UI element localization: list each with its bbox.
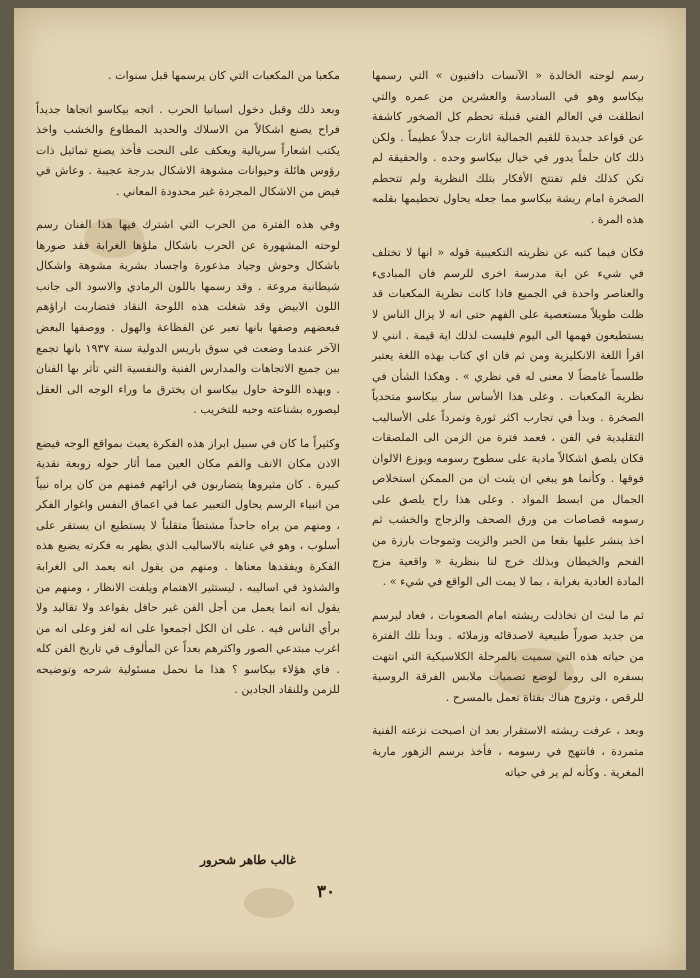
paragraph: رسم لوحته الخالدة « الآنسات دافنيون » التي رسمها بيكاسو وهو في السادسة والعشرين من عمره والتي انطلقت في العالم الفني قنبلة تحطم كل الصخور كاشفة عن قواعد جديدة للقيم الجمالية اثارت جدلاً عظيماً . ولكن ذلك كان حلماً يدور في خيال بيكاسو وحده . والحقيقة لم تكن كذلك فلم تفتتح الأفكار بتلك النظرية ولم تتحطم الصخرة امام ريشة بيكاسو مما جعله يحاول تحطيمها بقلمه هذه المرة .: [372, 69, 644, 226]
paragraph: وبعد ، عرفت ريشته الاستقرار بعد ان اصبحت نزعته الفنية متمردة ، فانتهج في رسومه ، فأخذ برسم الزهور مارية المغرية . وكأنه لم ير في حياته: [372, 724, 644, 779]
magazine-page: [14, 8, 686, 970]
author-signature: غالب طاهر شحرور: [200, 853, 296, 867]
paper-stain: [244, 888, 294, 918]
paragraph: وبعد ذلك وقبل دخول اسبانيا الحرب . اتجه بيكاسو اتجاها جديداً فراح يصنع اشكالاً من الاسلاك والحديد المطاوع والخشب واخذ يكتب اشعاراً سريالية ويعكف على النحت فأخذ يصنع تماثيل ذات رؤوس هائلة وحيوانات مشوهة الاشكال بدرجة عجيبة . وعاش في فيض من الاشكال المجردة غير محدودة المعاني .: [36, 102, 340, 198]
paragraph: وفي هذه الفترة من الحرب التي اشترك فيها هذا الفنان رسم لوحته المشهورة عن الحرب باشكال ملؤها الغرابة فقد صورها باشكال وحوش وجياد مذعورة واجساد بشرية مشوهة واشكال شيطانية مروعة . وقد رسمها باللون الرمادي والاسود الى جانب اللون الابيض وقد شغلت هذه اللوحة النقاد فتضاربت اراؤهم فبعضهم وصفها بانها تعبر عن الفظاعة والهول . ووصفها البعض الآخر عندما وضعت في سوق باريس الدولية سنة ١٩٣٧ بانها تجمع بين جميع الاتجاهات والمدارس الفنية والنفسية التي تأثر بها الفنان . وبهذه اللوحة حاول بيكاسو ان يخترق ما وراء الوجه الى العقل ليصوره بشناعته وحبه للتخريب .: [36, 218, 340, 417]
paragraph: ثم ما لبث ان تخاذلت ريشته امام الصعوبات ، فعاد ليرسم من جديد صوراً طبيعية لاصدقائه وزملائه . وبدأ تلك الفترة من حياته هذه التي سميت بالمرحلة الكلاسيكية التي انتهت بسفره الى روما لوضع تصميات ملابس الفرقة الروسية للرقص ، وتزوج هناك بفتاة تعمل بالمسرح .: [372, 608, 644, 704]
paragraph: فكان فيما كتبه عن نظريته التكعيبية قوله « انها لا تختلف في شيء عن اية مدرسة اخرى للرسم فان المبادىء والعناصر واحدة في الجميع فاذا كانت نظرية المكعبات قد ظلت طويلاً مستعصية على الفهم حتى انه لا يزال الناس لا يستطيعون فهمها الى اليوم فليست لذلك اية قيمة . انني لا اقرأ اللغة الانكليزية ومن ثم فان اي كتاب بهذه اللغة يعتبر طلسماً غامضاً لا معنى له في نظري » . وهكذا الشأن في نظرية المكعبات . وعلى هذا الأساس سار بيكاسو متحدياً الصخرة . وبدأ في تجارب اكثر ثورة وتمرداً على الأساليب التقليدية في الفن ، فعمد فترة من الزمن الى الملصقات فكان يلصق اشكالاً مادية على سطوح رسومه ويوزع الالوان فوقها . وكأنما هو يبغي ان يثبت ان من الممكن استخلاص الجمال من ابسط المواد . وعلى هذا راح يلصق على رسومه قصاصات من ورق الصحف والزجاج والخشب ثم اخذ ينشر عليها بقعا من الحبر والزيت وتموجات بارزة من الفحم والخيطان وبذلك خرج لنا بنظرية « واقعية مزج المادة العادية بغرابة ، بما لا يمت الى الواقع في شيء » .: [372, 246, 644, 589]
paragraph: مكعبا من المكعبات التي كان يرسمها قبل سنوات .: [108, 69, 340, 82]
page-number: ٣٠: [316, 882, 336, 902]
paragraph: وكثيراً ما كان في سبيل ابراز هذه الفكرة يعبث بمواقع الوجه فيضع الاذن مكان الانف والفم مكان العين مما أثار حوله زوبعة نقدية كبيرة . كان مثيروها يتضاربون في ارائهم فمنهم من كان يراه نبياً من انبياء الرسم يحاول التعبير عما في اعماق النفس واغوار الفكر ، ومنهم من يراه جاحداً مشتطاً متقلباً لا يستطيع ان يستقر على أسلوب ، وهو في عنايته بالاساليب الذي يظهر به فكرته يضيع هذه الفكرة ويفقدها معناها . ومنهم من يقول انه يعمد الى الغرابة والشذوذ في اساليبه ، ليستثير الاهتمام ويلفت الانظار ، ومنهم من يقول انه انما يعمل من أجل الفن غير حافل بقواعد ولا تقاليد ولا برأي الناس فيه . على ان الكل اجمعوا على انه لغز وعلى انه من اغرب مبتدعي الصور واكثرهم بعداً عن المألوف في تاريخ الفن كله . فاي هؤلاء بيكاسو ؟ هذا ما نحمل مسئولية شرحه وتوضيحه للزمن وللنقاد الجادين .: [36, 436, 340, 697]
right-column: [372, 66, 644, 783]
left-column: [36, 66, 340, 701]
